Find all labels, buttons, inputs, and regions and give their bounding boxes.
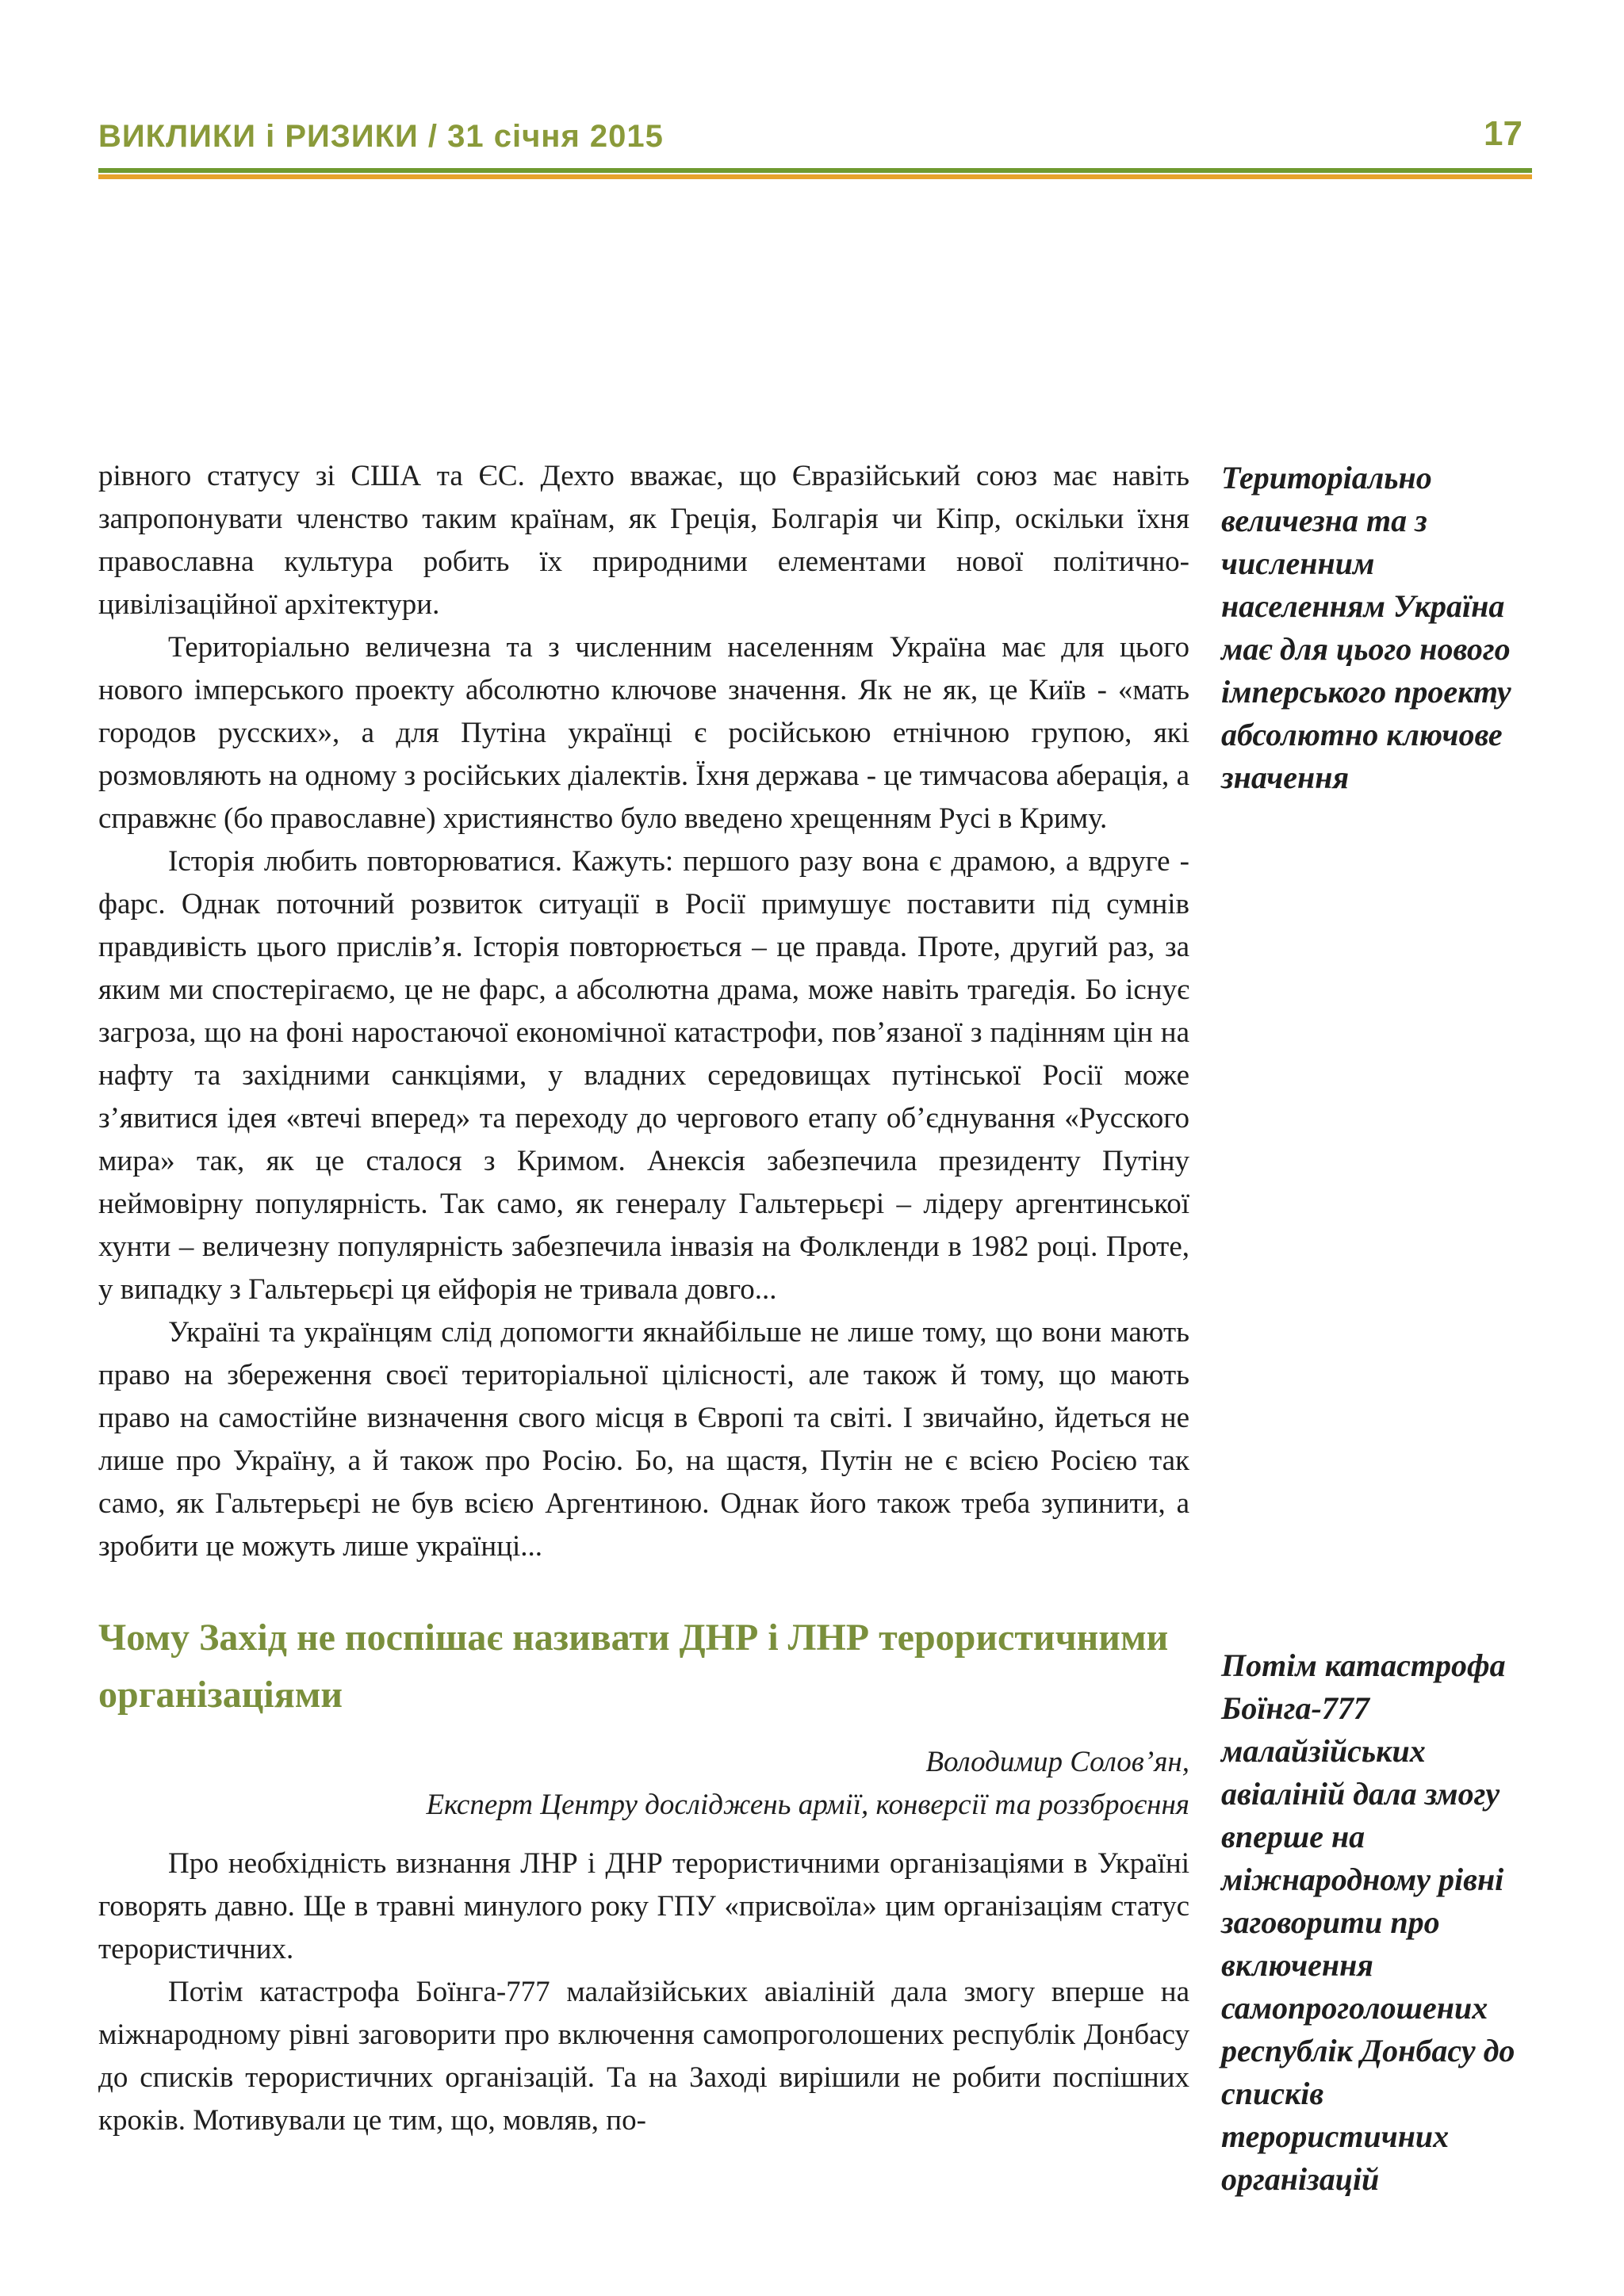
running-header-title: ВИКЛИКИ і РИЗИКИ / 31 січня 2015	[98, 119, 664, 154]
pull-quote-1: Територіально величезна та з численним населенням Україна має для цього нового імперського проекту абсолютно ключове значення	[1221, 460, 1511, 795]
article-paragraph: Україні та українцям слід допомогти якнайбільше не лише тому, що вони мають право на збереження своєї територіальної цілісності, але також й тому, що мають право на самостійне визначення свого місця в Європі та світі. І звичайно, йдеться не лише про Україну, а й також про Росію. Бо, на щастя, Путін не є всією Росією так само, як Гальтерьєрі не був всією Аргентиною. Однак його також треба зупинити, а зробити це можуть лише українці...	[98, 1316, 1189, 1563]
article-paragraph: рівного статусу зі США та ЄС. Дехто вважає, що Євразійський союз має навіть запропонувати членство таким країнам, як Греція, Болгарія чи Кіпр, оскільки їхня православна культура робить їх природними елементами нової політично-цивілізаційної архітектури.	[98, 460, 1189, 621]
page-number: 17	[1484, 114, 1522, 153]
article-body	[98, 455, 1189, 2142]
section-paragraph: Потім катастрофа Боїнга-777 малайзійських авіаліній дала змогу вперше на міжнародному рівні заговорити про включення самопроголошених республік Донбасу до списків терористичних організацій. Та на Заході вирішили не робити поспішних кроків. Мотивували це тим, що, мовляв, по-	[98, 1976, 1189, 2137]
section-paragraph: Про необхідність визнання ЛНР і ДНР терористичними організаціями в Україні говорять давно. Ще в травні минулого року ГПУ «присвоїла» цим організаціям статус терористичних.	[98, 1847, 1189, 1965]
section-title: Чому Захід не поспішає називати ДНР і ЛНР терористичними організаціями	[98, 1617, 1169, 1716]
article-paragraph: Територіально величезна та з численним населенням Україна має для цього нового імперського проекту абсолютно ключове значення. Як не як, це Київ - «мать городов русских», а для Путіна українці є російською етнічною групою, які розмовляють на одному з російських діалектів. Їхня держава - це тимчасова аберація, а справжнє (бо православне) християнство було введено хрещенням Русі в Криму.	[98, 631, 1189, 835]
header-rule-orange	[98, 174, 1532, 179]
pull-quote-2: Потім катастрофа Боїнга-777 малайзійських авіаліній дала змогу вперше на міжнародному рівні заговорити про включення самопроголошених республік Донбасу до списків терористичних організацій	[1221, 1647, 1515, 2197]
author-name: Володимир Солов’ян,	[925, 1746, 1189, 1778]
article-paragraph: Історія любить повторюватися. Кажуть: першого разу вона є драмою, а вдруге - фарс. Однак поточний розвиток ситуації в Росії примушує поставити під сумнів правдивість цього прислів’я. Історія повторюється – це правда. Проте, другий раз, за яким ми спостерігаємо, це не фарс, а абсолютна драма, може навіть трагедія. Бо існує загроза, що на фоні наростаючої економічної катастрофи, пов’язаної з падінням цін на нафту та західними санкціями, у владних середовищах путінської Росії може з’явитися ідея «втечі вперед» та переходу до чергового етапу об’єднування «Русского мира» так, як це сталося з Кримом. Анексія забезпечила президенту Путіну неймовірну популярність. Так само, як генералу Гальтерьєрі – лідеру аргентинської хунти – величезну популярність забезпечила інвазія на Фолкленди в 1982 році. Проте, у випадку з Гальтерьєрі ця ейфорія не тривала довго...	[98, 845, 1189, 1306]
author-role: Експерт Центру досліджень армії, конверсії та роззброєння	[426, 1789, 1189, 1821]
header-rule-green	[98, 168, 1532, 173]
